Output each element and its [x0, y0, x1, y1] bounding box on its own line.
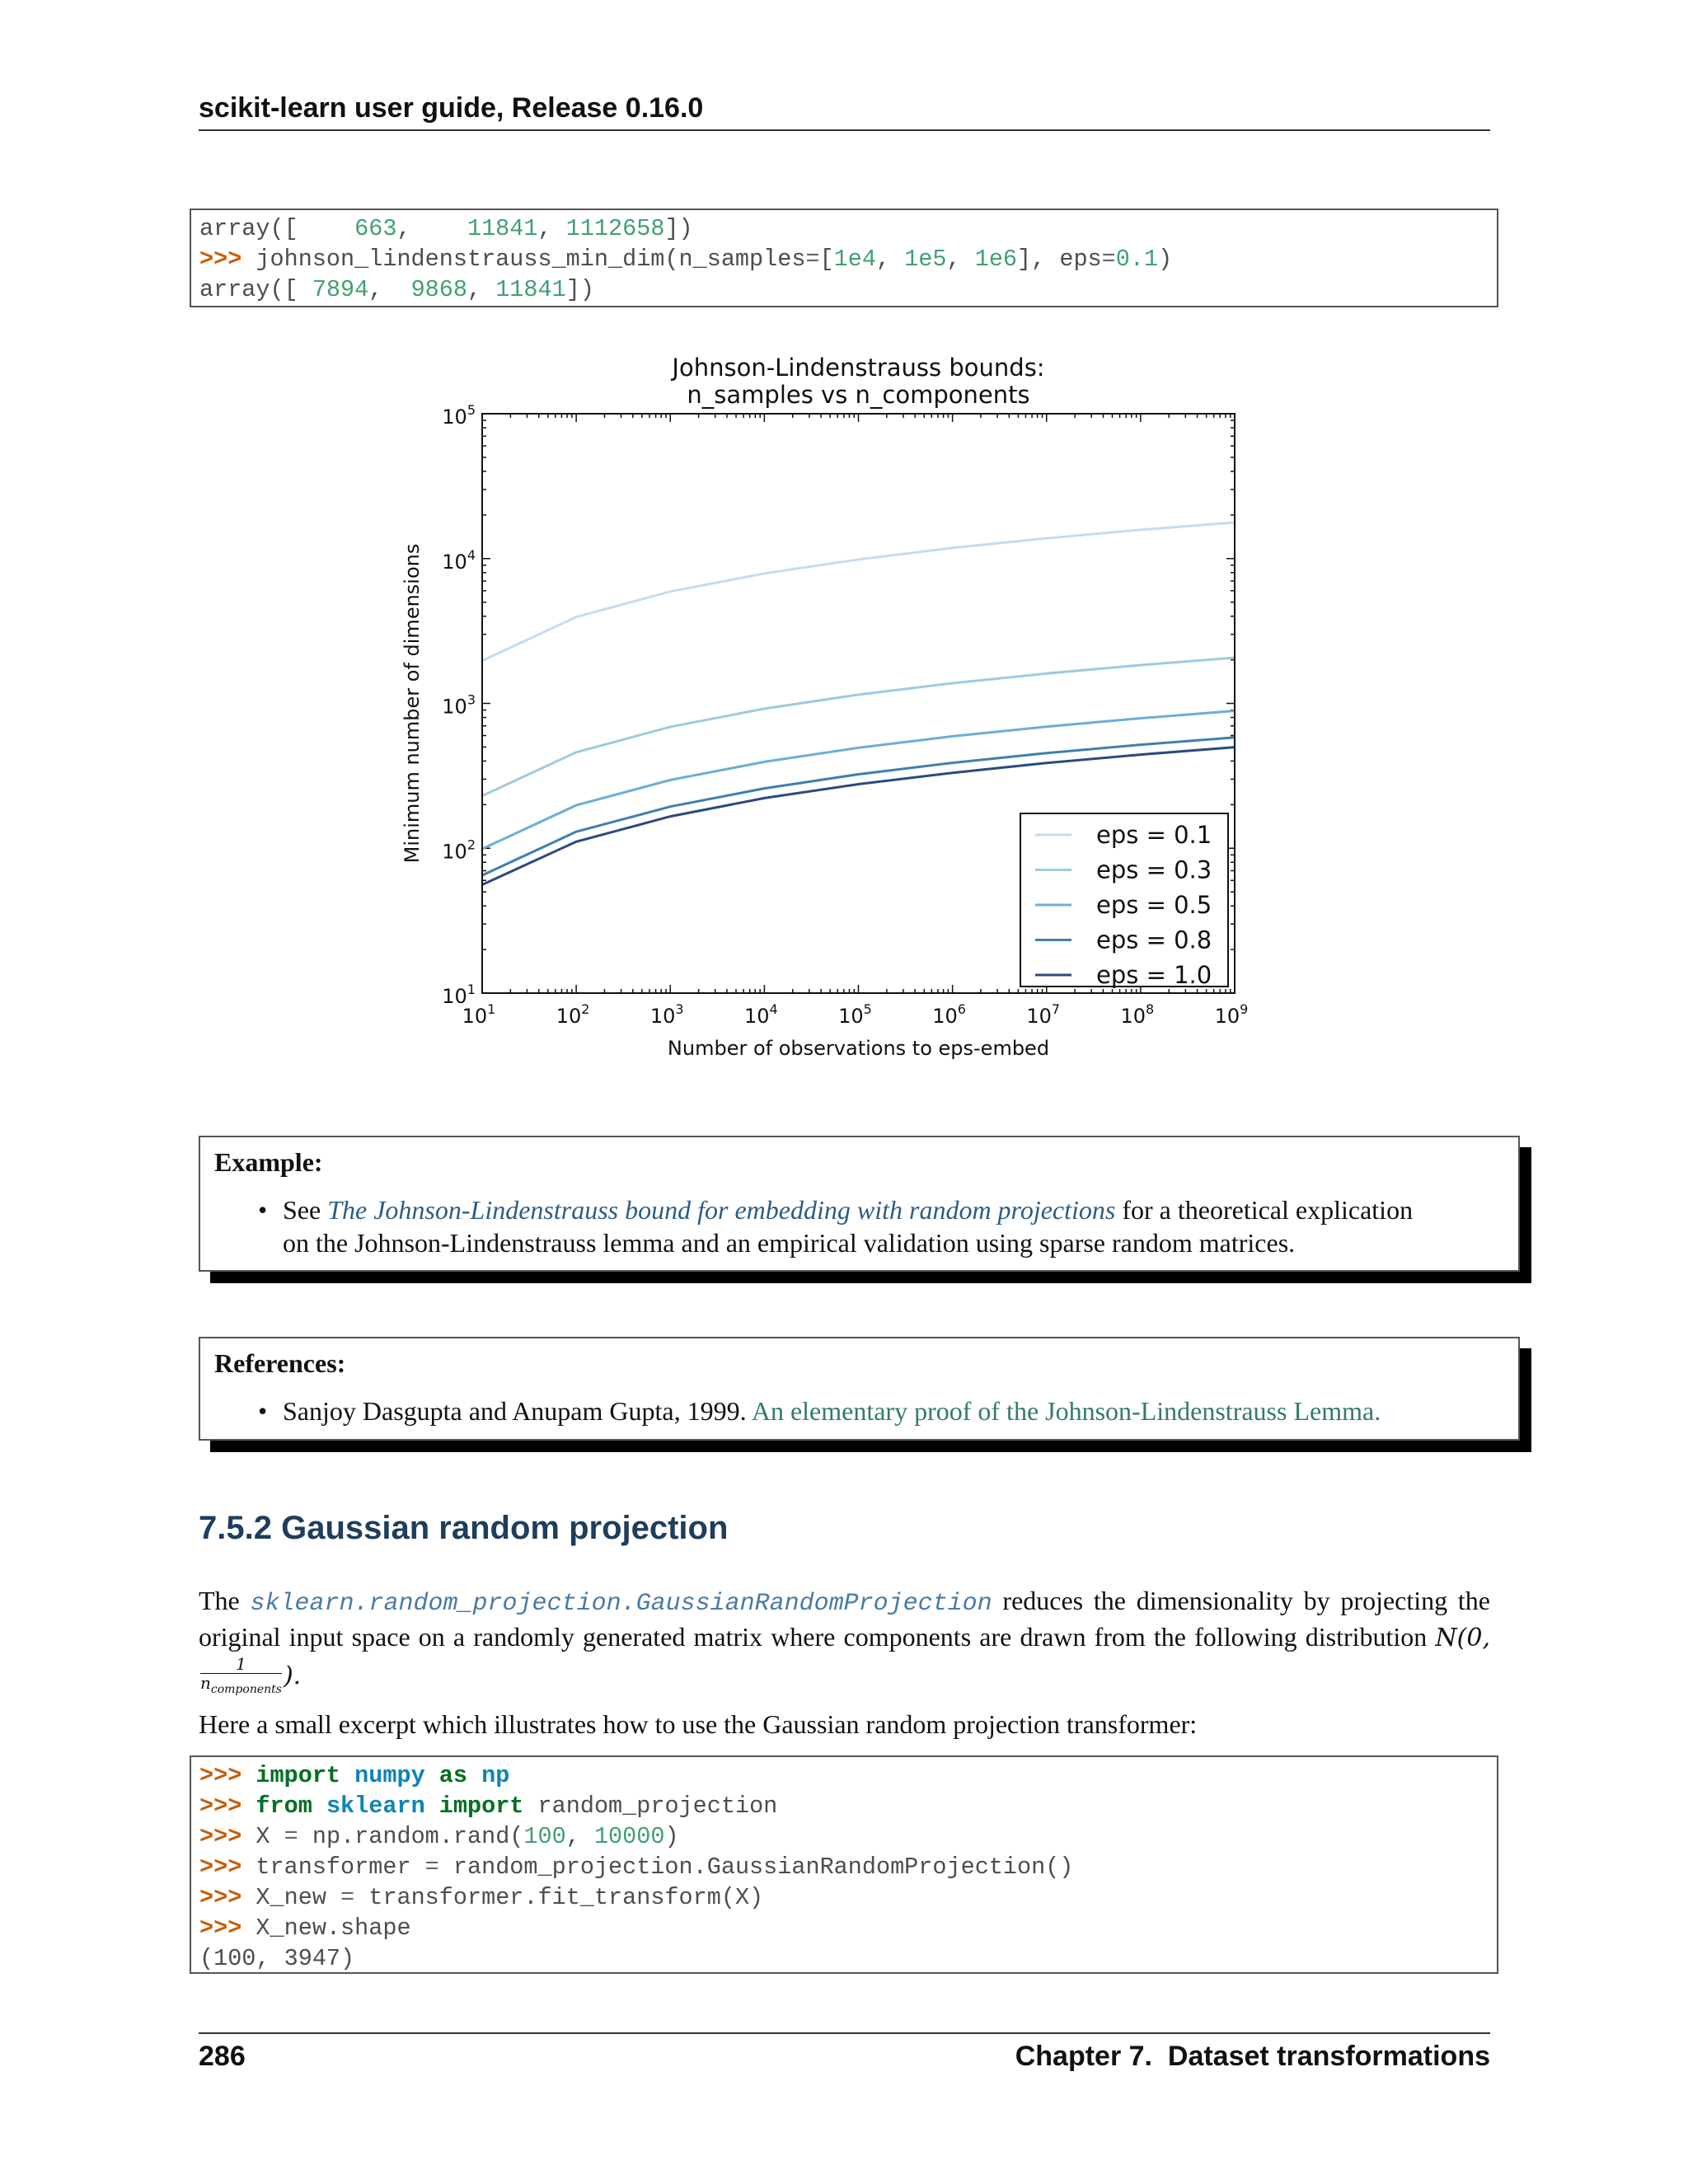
x-tick-label: $10^7$ [1026, 1001, 1061, 1028]
x-tick-label: $10^4$ [744, 1001, 778, 1028]
series-line-1 [482, 523, 1235, 661]
x-axis-label: Number of observations to eps-embed [667, 1037, 1050, 1060]
y-tick-label: $10^2$ [442, 837, 476, 864]
reference-bullet: • [258, 1396, 268, 1426]
y-tick-label: $10^5$ [442, 402, 476, 429]
references-box-title: References: [214, 1348, 346, 1378]
example-bullet-line-1: See The Johnson-Lindenstrauss bound for embedding with random projections for a theoretical explication [283, 1195, 1414, 1225]
code-line-1: array([ 663, 11841, 1112658]) [199, 215, 693, 242]
example-box [199, 1136, 1520, 1272]
x-tick-label: $10^3$ [649, 1001, 684, 1028]
footer-chapter-title: Chapter 7. Dataset transformations [1015, 2041, 1490, 2072]
code-line-3: >>> X = np.random.rand(100, 10000) [199, 1823, 679, 1850]
code-line-2: >>> from sklearn import random_projection [199, 1793, 778, 1820]
jl-bound-example-link[interactable]: The Johnson-Lindenstrauss bound for embedding with random projections [327, 1195, 1116, 1225]
code-block-gaussian [190, 1755, 1498, 1974]
gaussian-random-projection-link[interactable]: sklearn.random_projection.GaussianRandomProjection [250, 1590, 992, 1618]
page-header-title: scikit-learn user guide, Release 0.16.0 [199, 92, 704, 124]
references-box [199, 1337, 1520, 1441]
x-tick-label: $10^5$ [838, 1001, 872, 1028]
x-tick-label: $10^9$ [1214, 1001, 1249, 1028]
code-line-7: (100, 3947) [199, 1945, 355, 1972]
reference-item: Sanjoy Dasgupta and Anupam Gupta, 1999. An elementary proof of the Johnson-Lindenstrauss Lemma. [283, 1396, 1381, 1426]
code-line-4: >>> transformer = random_projection.GaussianRandomProjection() [199, 1854, 1074, 1881]
y-axis-label: Minimum number of dimensions [401, 543, 424, 864]
legend-label-3: eps = 0.5 [1096, 891, 1212, 919]
legend-label-4: eps = 0.8 [1096, 926, 1212, 954]
y-tick-label: $10^1$ [442, 982, 476, 1008]
chart-subtitle: n_samples vs n_components [687, 381, 1030, 409]
distribution-formula: N(0, 1 $n_{components}$ ). [200, 1624, 1490, 1696]
x-tick-label: $10^6$ [932, 1001, 966, 1028]
gaussian-description-paragraph: The sklearn.random_projection.GaussianRandomProjection reduces the dimensionality by projecting the original input space on a randomly generated matrix where components are drawn from the following distribution N(0, 1 $n_{components}$ ). [199, 1586, 1490, 1696]
code-line-3: array([ 7894, 9868, 11841]) [199, 276, 594, 303]
header-rule [199, 129, 1490, 131]
y-tick-label: $10^4$ [442, 546, 476, 574]
code-line-2: >>> johnson_lindenstrauss_min_dim(n_samples=[1e4, 1e5, 1e6], eps=0.1) [199, 246, 1173, 273]
footer-rule [199, 2032, 1490, 2034]
elementary-proof-link[interactable]: An elementary proof of the Johnson-Lindenstrauss Lemma. [751, 1396, 1381, 1426]
x-tick-label: $10^2$ [556, 1001, 590, 1028]
excerpt-intro-paragraph: Here a small excerpt which illustrates how to use the Gaussian random projection transformer: [199, 1709, 1198, 1739]
y-tick-label: $10^3$ [442, 691, 476, 719]
code-line-5: >>> X_new = transformer.fit_transform(X) [199, 1884, 764, 1911]
code-line-1: >>> import numpy as np [199, 1762, 510, 1789]
legend-label-1: eps = 0.1 [1096, 821, 1212, 849]
code-line-6: >>> X_new.shape [199, 1915, 411, 1942]
code-block-min-dim [190, 209, 1498, 307]
legend-label-5: eps = 1.0 [1096, 961, 1212, 989]
section-heading: 7.5.2 Gaussian random projection [199, 1510, 729, 1546]
jl-bounds-chart [379, 346, 1286, 1071]
chart-title: Johnson-Lindenstrauss bounds: [672, 354, 1045, 382]
example-bullet: • [258, 1195, 268, 1225]
example-box-title: Example: [214, 1147, 323, 1177]
legend-label-2: eps = 0.3 [1096, 855, 1212, 884]
x-tick-label: $10^1$ [462, 1001, 496, 1028]
x-tick-label: $10^8$ [1120, 1001, 1155, 1028]
page-number: 286 [199, 2041, 246, 2072]
example-bullet-line-2: on the Johnson-Lindenstrauss lemma and an empirical validation using sparse random matrices. [283, 1228, 1296, 1258]
chart-legend [1020, 813, 1228, 989]
